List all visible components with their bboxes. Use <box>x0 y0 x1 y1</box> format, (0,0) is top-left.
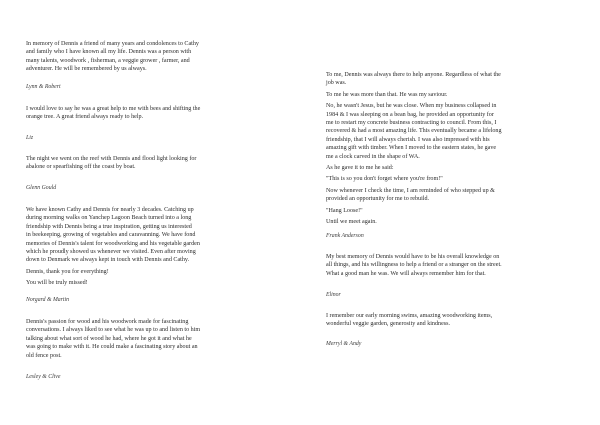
tribute-paragraph: My best memory of Dennis would have to be his overall knowledge on all things, and his willingness to help a friend or a stranger on the street. What a good man he was. We will always remember him for that. <box>326 254 502 277</box>
tribute-signature: Frank Anderson <box>326 233 364 239</box>
tribute-signature: Lynn & Robert <box>26 84 61 90</box>
tribute-paragraph: "Hang Loose!" <box>326 207 363 214</box>
tribute-message <box>26 105 294 125</box>
tribute-signature: Lesley & Clive <box>26 374 61 380</box>
tribute-message <box>26 206 294 291</box>
tribute-paragraph: The night we went on the reef with Dennis and flood light looking for abalone or spearfishing off the coast by boat. <box>26 156 197 171</box>
tribute-paragraph: To me, Dennis was always there to help anyone. Regardless of what the job was. <box>326 72 501 87</box>
tribute-paragraph: I would love to say he was a great help to me with bees and shifting the orange tree. A great friend always ready to help. <box>26 106 201 121</box>
tribute-paragraph: As he gave it to me he said: <box>326 165 394 172</box>
tribute-paragraph: Dennis, thank you for everything! <box>26 268 109 275</box>
tribute-message <box>26 318 294 363</box>
tribute-paragraph: No, he wasn't Jesus, but he was close. When my business collapsed in 1984 & I was sleeping on a bean bag, he provided an opportunity for me to restart my concrete business contracting to council. From this, I recovered & had a most amazing life. This eventually became a lifelong friendship, that I will always cherish. I was also impressed with his amazing gift with timber. When I moved to the eastern states, he gave me a clock carved in the shape of WA. <box>326 103 502 160</box>
tribute-message <box>26 155 294 175</box>
tribute-paragraph: To me he was more than that. He was my saviour. <box>326 91 448 98</box>
tribute-message <box>326 253 598 281</box>
tribute-message <box>326 71 598 230</box>
tribute-signature: Liz <box>26 135 34 141</box>
tribute-paragraph: In memory of Dennis a friend of many years and condolences to Cathy and family who I have known all my life. Dennis was a person with many talents, woodwork , fisherman, a veggie grower , farmer, and adventurer. He will be remembered by us always. <box>26 41 199 73</box>
tribute-paragraph: Until we meet again. <box>326 219 377 226</box>
tribute-signature: Glenn Gould <box>26 185 57 191</box>
tribute-signature: Elinor <box>326 292 341 298</box>
tribute-signature: Norgard & Martin <box>26 297 70 303</box>
tribute-paragraph: Now whenever I check the time, I am reminded of who stepped up & provided an opportunity for me to rebuild. <box>326 187 495 203</box>
tribute-paragraph: We have known Cathy and Dennis for nearly 3 decades. Catching up during morning walks on Yanchep Lagoon Beach turned into a long friendship with Dennis being a true inspiration, getting us interested in beekeeping, growing of vegetables and caravanning. We have fond memories of Dennis's talent for woodworking and his vegetable garden which he proudly showed us whenever we visited. Even after moving down to Denmark we always kept in touch with Dennis and Cathy. <box>26 207 200 264</box>
tribute-signature: Merryl & Andy <box>326 341 362 347</box>
tribute-paragraph: I remember our early morning swims, amazing woodworking items, wonderful veggie garden, generosity and kindness. <box>326 313 493 328</box>
tribute-message <box>326 312 598 332</box>
tribute-paragraph: Dennis's passion for wood and his woodwork made for fascinating conversations. I always liked to see what he was up to and listen to him talking about what sort of wood he had, where he got it and what he was going to make with it. He could make a fascinating story about an old fence post. <box>26 319 201 359</box>
tribute-paragraph: You will be truly missed! <box>26 280 88 287</box>
tribute-paragraph: "This is so you don't forget where you're from!" <box>326 176 443 183</box>
tribute-message <box>26 40 294 77</box>
